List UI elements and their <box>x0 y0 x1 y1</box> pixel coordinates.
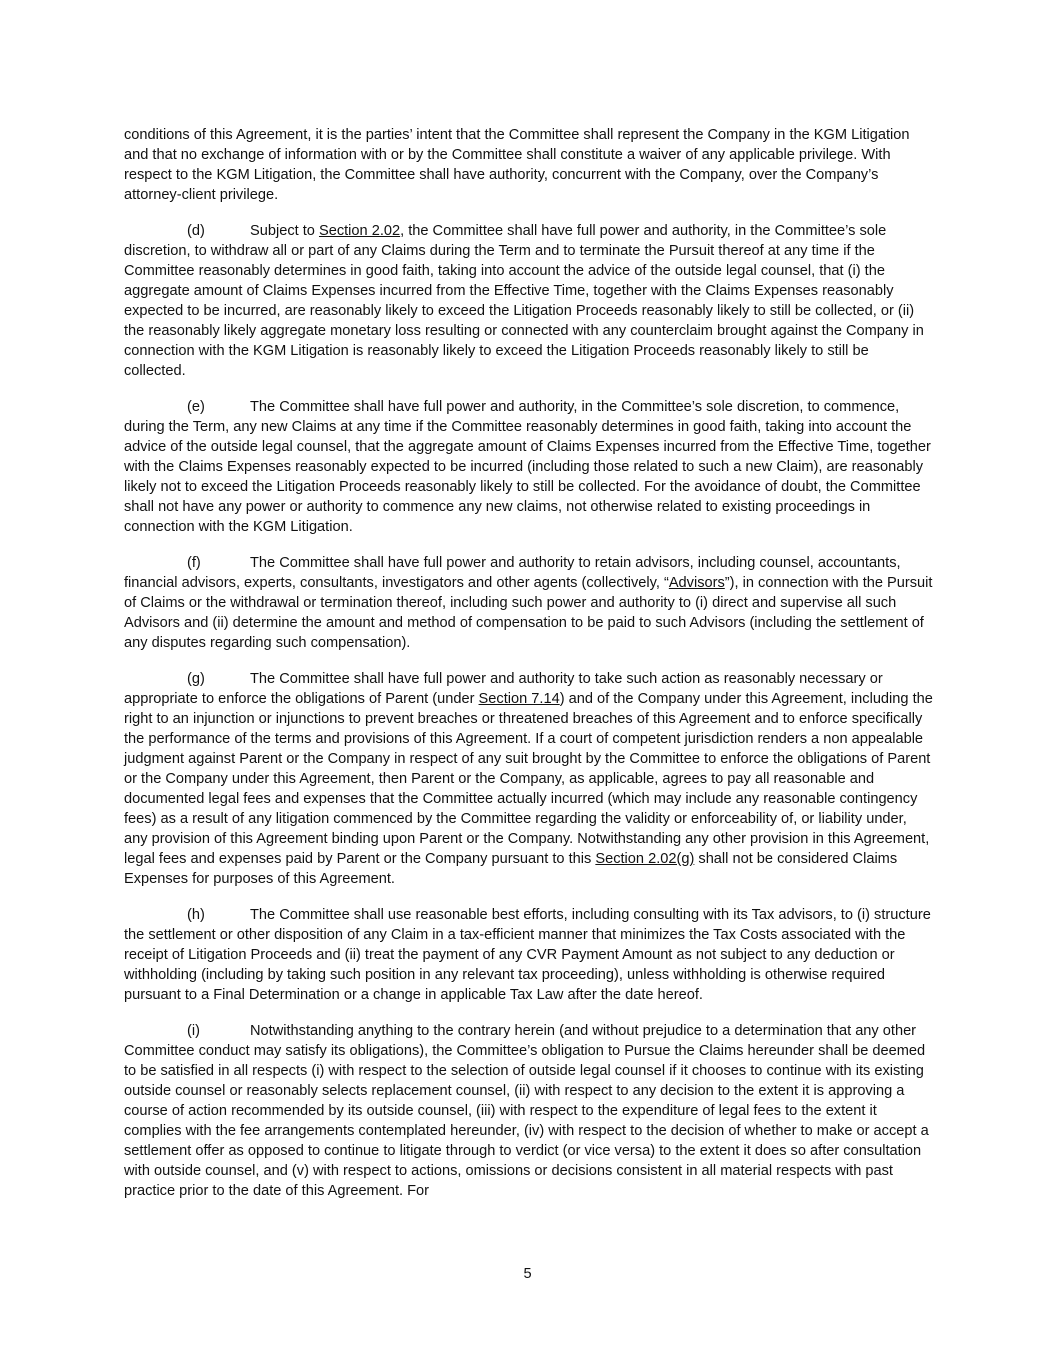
document-body <box>124 125 934 1217</box>
paragraph-e-text: The Committee shall have full power and authority, in the Committee’s sole discretion, to commence, during the Term, any new Claims at any time if the Committee reasonably determines in good faith, taking into account the advice of the outside legal counsel, that the aggregate amount of Claims Expenses incurred from the Effective Time, together with the Claims Expenses reasonably expected to be incurred (including those related to such a new Claim), are reasonably likely not to exceed the Litigation Proceeds reasonably likely to still be collected. For the avoidance of doubt, the Committee shall not have any power or authority to commence any new claims, not otherwise related to existing proceedings in connection with the KGM Litigation. <box>124 399 931 535</box>
page-number: 5 <box>523 1266 532 1282</box>
paragraph-f-text-pre: The Committee shall have full power and authority to retain advisors, including counsel, accountants, financial advisors, experts, consultants, investigators and other agents (collectively, “ <box>124 555 901 591</box>
paragraph-f-label: (f) <box>187 555 201 571</box>
paragraph-g-text-pre: The Committee shall have full power and authority to take such action as reasonably necessary or appropriate to enforce the obligations of Parent (under <box>124 671 883 707</box>
defined-term-advisors: Advisors <box>668 575 725 591</box>
paragraph-intro-text: conditions of this Agreement, it is the parties’ intent that the Committee shall represent the Company in the KGM Litigation and that no exchange of information with or by the Committee shall constitute a waiver of any applicable privilege. With respect to the KGM Litigation, the Committee shall have authority, concurrent with the Company, over the Company’s attorney-client privilege. <box>124 127 910 203</box>
paragraph-h-text: The Committee shall use reasonable best efforts, including consulting with its Tax advisors, to (i) structure the settlement or other disposition of any Claim in a tax-efficient manner that minimizes the Tax Costs associated with the receipt of Litigation Proceeds and (ii) treat the payment of any CVR Payment Amount as not subject to any deduction or withholding (including by taking such position in any relevant tax proceeding), unless withholding is otherwise required pursuant to a Final Determination or a change in applicable Tax Law after the date hereof. <box>124 907 931 1003</box>
paragraph-g-label: (g) <box>187 671 205 687</box>
paragraph-h <box>124 905 934 1005</box>
paragraph-d-text-pre: Subject to <box>250 223 319 239</box>
paragraph-intro <box>124 125 934 205</box>
paragraph-g <box>124 669 934 889</box>
paragraph-f-text-post: ”), in connection with the Pursuit of Claims or the withdrawal or termination thereof, including such power and authority to (i) direct and supervise all such Advisors and (ii) determine the amount and method of compensation to be paid to such Advisors (including the settlement of any disputes regarding such compensation). <box>124 575 933 651</box>
paragraph-i-text: Notwithstanding anything to the contrary herein (and without prejudice to a determination that any other Committee conduct may satisfy its obligations), the Committee’s obligation to Pursue the Claims hereunder shall be deemed to be satisfied in all respects (i) with respect to the selection of outside legal counsel if it chooses to continue with its existing outside counsel or reasonably selects replacement counsel, (ii) with respect to any decision to the extent it is approving a course of action recommended by its outside counsel, (iii) with respect to the expenditure of legal fees to the extent it complies with the fee arrangements contemplated hereunder, (iv) with respect to the decision of whether to make or accept a settlement offer as opposed to continue to litigate through to verdict (or vice versa) to the extent it does so after consultation with outside counsel, and (v) with respect to actions, omissions or decisions consistent in all material respects with past practice prior to the date of this Agreement. For <box>124 1023 929 1199</box>
paragraph-e <box>124 397 934 537</box>
paragraph-h-label: (h) <box>187 907 205 923</box>
paragraph-d-label: (d) <box>187 223 205 239</box>
paragraph-e-label: (e) <box>187 399 205 415</box>
paragraph-g-text-post: shall not be considered Claims Expenses for purposes of this Agreement. <box>124 851 898 887</box>
section-reference: Section 7.14 <box>478 691 560 707</box>
section-reference: Section 2.02 <box>318 223 401 239</box>
section-reference: Section 2.02(g) <box>595 851 695 867</box>
paragraph-f <box>124 553 934 653</box>
paragraph-d-text-post: , the Committee shall have full power and authority, in the Committee’s sole discretion, to withdraw all or part of any Claims during the Term and to terminate the Pursuit thereof at any time if the Committee reasonably determines in good faith, taking into account the advice of the outside legal counsel, that (i) the aggregate amount of Claims Expenses incurred from the Effective Time, together with the Claims Expenses reasonably expected to be incurred, are reasonably likely to exceed the Litigation Proceeds reasonably likely to still be collected, or (ii) the reasonably likely aggregate monetary loss resulting or connected with any counterclaim brought against the Company in connection with the KGM Litigation is reasonably likely to exceed the Litigation Proceeds reasonably likely to still be collected. <box>124 223 924 379</box>
paragraph-d <box>124 221 934 381</box>
paragraph-i-label: (i) <box>187 1023 200 1039</box>
paragraph-i <box>124 1021 934 1201</box>
paragraph-g-text-mid: ) and of the Company under this Agreement, including the right to an injunction or injunctions to prevent breaches or threatened breaches of this Agreement and to enforce specifically the performance of the terms and provisions of this Agreement. If a court of competent jurisdiction renders a non appealable judgment against Parent or the Company in respect of any suit brought by the Committee to enforce the obligations of Parent or the Company under this Agreement, then Parent or the Company, as applicable, agrees to pay all reasonable and documented legal fees and expenses that the Committee actually incurred (which may include any reasonable contingency fees) as a result of any litigation commenced by the Committee regarding the validity or enforceability of, or liability under, any provision of this Agreement binding upon Parent or the Company. Notwithstanding any other provision in this Agreement, legal fees and expenses paid by Parent or the Company pursuant to this <box>124 691 933 867</box>
